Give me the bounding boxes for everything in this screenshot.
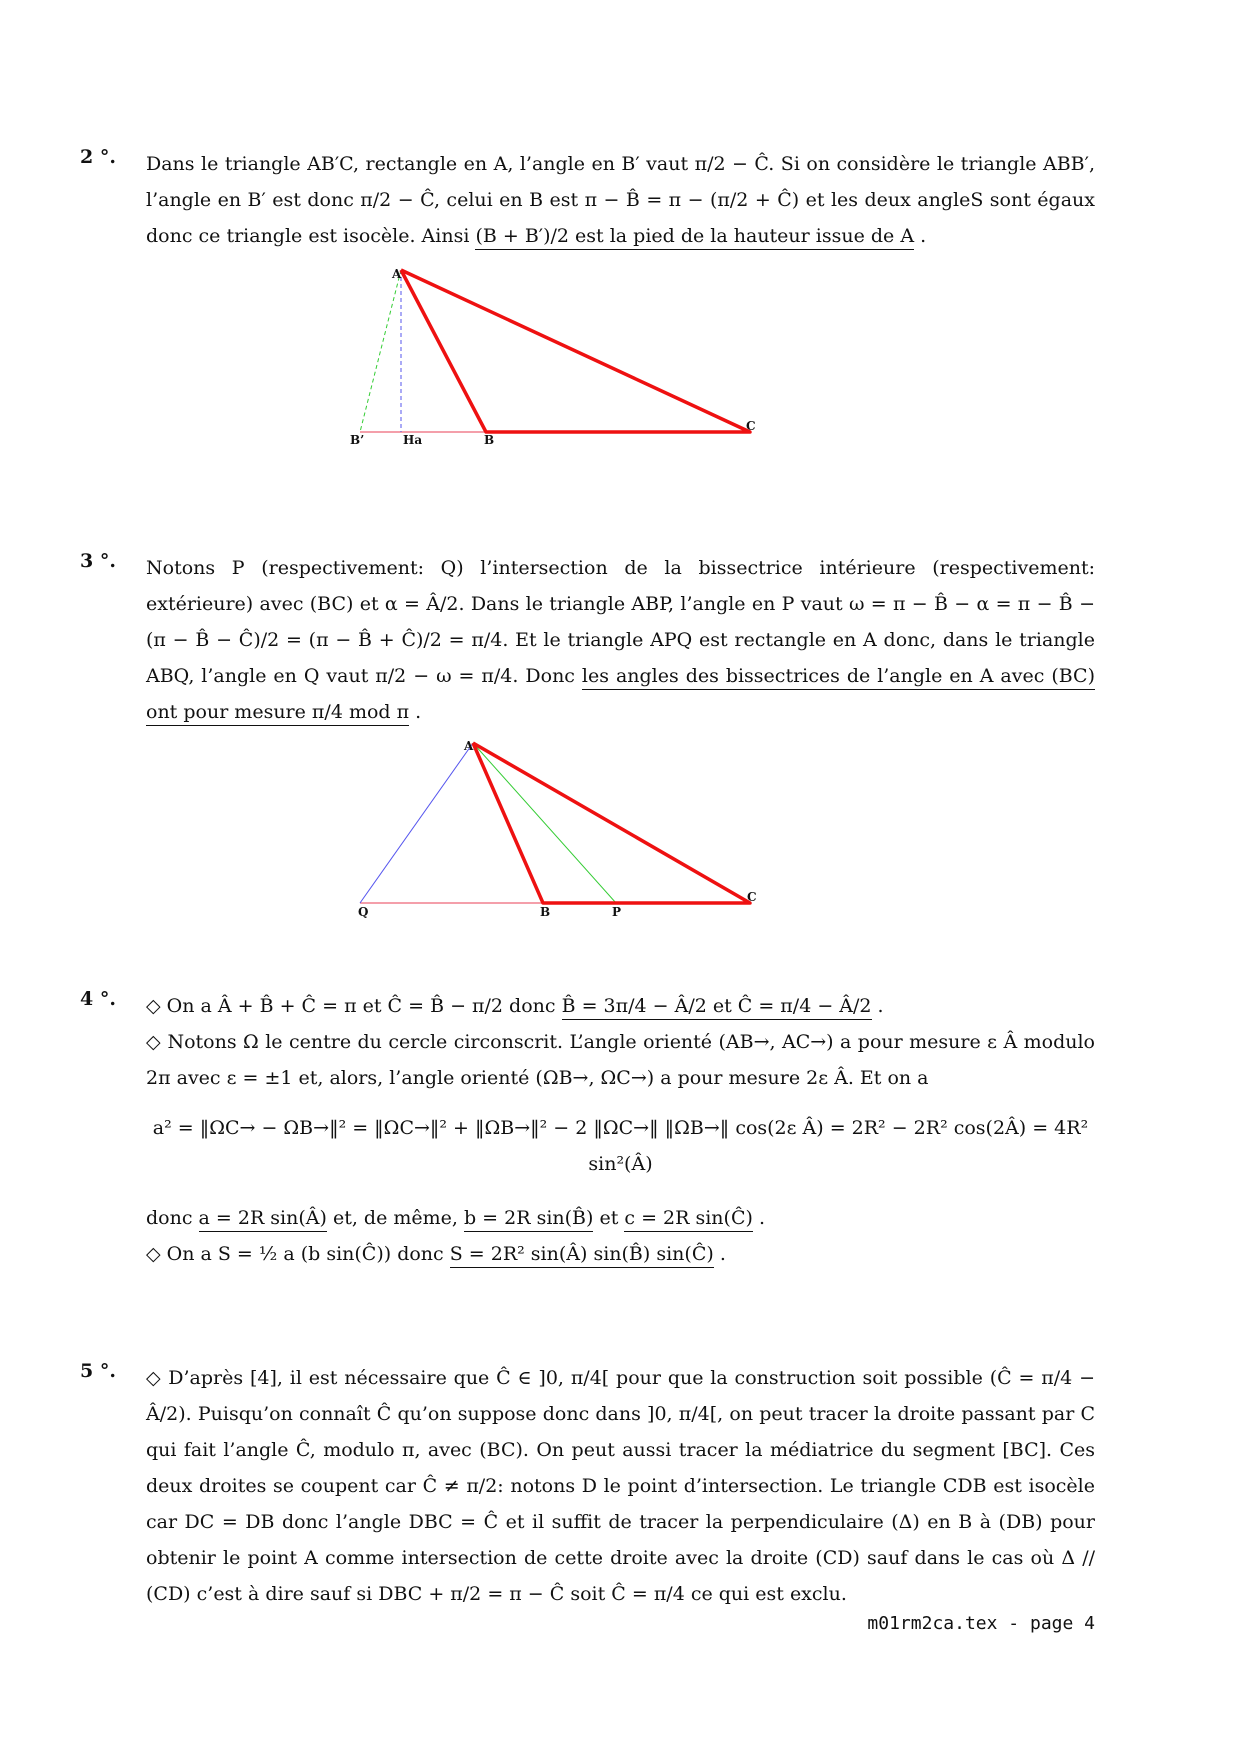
paragraph: ◇ Notons Ω le centre du cercle circonscrit. L’angle orienté (AB→, AC→) a pour mesure ε Â modulo 2π avec ε = ±1 et, alors, l’angle orienté (ΩB→, ΩC→) a pour mesure 2ε Â. Et on a <box>146 1031 1095 1089</box>
period: . <box>920 225 927 247</box>
label-c: C <box>746 419 756 433</box>
paragraph-text: Notons P (respectivement: Q) l’intersection de la bissectrice intérieure (respectivement: extérieure) avec (BC) et α = Â/2. Dans le triangle ABP, l’angle en P vaut ω = π − B̂ − α = π − B̂ − (π − B̂ − Ĉ)/2 = (π − B̂ + Ĉ)/2 = π/4. Et le triangle APQ est rectangle en A donc, dans le triangle ABQ, l’angle en Q vaut π/2 − ω = π/4. Donc <box>146 557 1095 687</box>
period: . <box>719 1243 726 1265</box>
section-2 <box>80 146 1095 254</box>
paragraph <box>146 146 1095 254</box>
section-4 <box>80 988 1095 1272</box>
label-b-prime: B’ <box>350 433 365 447</box>
text: et, de même, <box>332 1207 458 1229</box>
figure-2-svg <box>340 738 840 928</box>
label-p: P <box>612 905 622 919</box>
exterior-bisector <box>360 743 473 903</box>
interior-bisector <box>473 743 616 903</box>
period: . <box>415 701 422 723</box>
period: . <box>758 1207 766 1229</box>
label-b: B <box>484 433 495 447</box>
section-body <box>146 146 1095 254</box>
paragraph <box>146 1236 1095 1272</box>
section-number: 2 °. <box>80 146 116 168</box>
paragraph <box>146 988 1095 1024</box>
paragraph <box>146 1200 1095 1236</box>
boxed-conclusion: B̂ = 3π/4 − Â/2 et Ĉ = π/4 − Â/2 <box>562 995 872 1020</box>
dashed-ab1 <box>360 270 401 432</box>
paragraph <box>146 550 1095 730</box>
figure-1 <box>340 262 840 462</box>
section-3 <box>80 550 1095 730</box>
boxed-conclusion: a = 2R sin(Â) <box>199 1207 327 1232</box>
paragraph: ◇ D’après [4], il est nécessaire que Ĉ ∈ ]0, π/4[ pour que la construction soit possible (Ĉ = π/4 − Â/2). Puisqu’on connaît Ĉ qu’on suppose donc dans ]0, π/4[, on peut tracer la droite passant par C qui fait l’angle Ĉ, modulo π, avec (BC). On peut aussi tracer la médiatrice du segment [BC]. Ces deux droites se coupent car Ĉ ≠ π/2: notons D le point d’intersection. Le triangle CDB est isocèle car DC = DB donc l’angle DBC = Ĉ et il suffit de tracer la perpendiculaire (Δ) en B à (DB) pour obtenir le point A comme intersection de cette droite avec la droite (CD) sauf dans le cas où Δ // (CD) c’est à dire sauf si DBC + π/2 = π − Ĉ soit Ĉ = π/4 ce qui est exclu. <box>146 1367 1095 1605</box>
text: ◇ On a S = ½ a (b sin(Ĉ)) donc <box>146 1243 444 1265</box>
section-number: 5 °. <box>80 1360 116 1382</box>
label-b: B <box>540 905 551 919</box>
triangle-abc <box>401 270 750 432</box>
boxed-conclusion: S = 2R² sin(Â) sin(B̂) sin(Ĉ) <box>450 1243 714 1268</box>
section-number: 3 °. <box>80 550 116 572</box>
paragraph-text: ◇ On a Â + B̂ + Ĉ = π et Ĉ = B̂ − π/2 donc <box>146 995 556 1017</box>
text: et <box>599 1207 619 1229</box>
figure-2 <box>340 738 840 928</box>
label-ha: Ha <box>403 433 423 447</box>
text: donc <box>146 1207 193 1229</box>
section-body <box>146 1360 1095 1612</box>
boxed-conclusion: les angles des bissectrices de l’angle en A avec (BC) ont pour mesure π/4 mod π <box>146 665 1095 726</box>
paragraph-text: Dans le triangle AB′C, rectangle en A, l’angle en B′ vaut π/2 − Ĉ. Si on considère le triangle ABB′, l’angle en B′ est donc π/2 − Ĉ, celui en B est π − B̂ = π − (π/2 + Ĉ) et les deux angleS sont égaux donc ce triangle est isocèle. Ainsi <box>146 153 1095 247</box>
label-a: A <box>392 267 402 281</box>
boxed-conclusion: b = 2R sin(B̂) <box>464 1207 593 1232</box>
boxed-conclusion: (B + B′)/2 est la pied de la hauteur issue de A <box>475 225 914 250</box>
label-a: A <box>464 739 474 753</box>
period: . <box>877 995 884 1017</box>
page-footer: m01rm2ca.tex - page 4 <box>867 1613 1095 1634</box>
triangle-abc <box>473 743 750 903</box>
section-body <box>146 988 1095 1272</box>
equation: a² = ‖ΩC→ − ΩB→‖² = ‖ΩC→‖² + ‖ΩB→‖² − 2 ‖ΩC→‖ ‖ΩB→‖ cos(2ε Â) = 2R² − 2R² cos(2Â) = 4R² sin²(Â) <box>152 1117 1089 1175</box>
boxed-conclusion: c = 2R sin(Ĉ) <box>624 1207 753 1232</box>
label-c: C <box>747 890 757 904</box>
section-5 <box>80 1360 1095 1612</box>
section-number: 4 °. <box>80 988 116 1010</box>
label-q: Q <box>358 905 369 919</box>
figure-1-svg <box>340 262 840 462</box>
section-body <box>146 550 1095 730</box>
